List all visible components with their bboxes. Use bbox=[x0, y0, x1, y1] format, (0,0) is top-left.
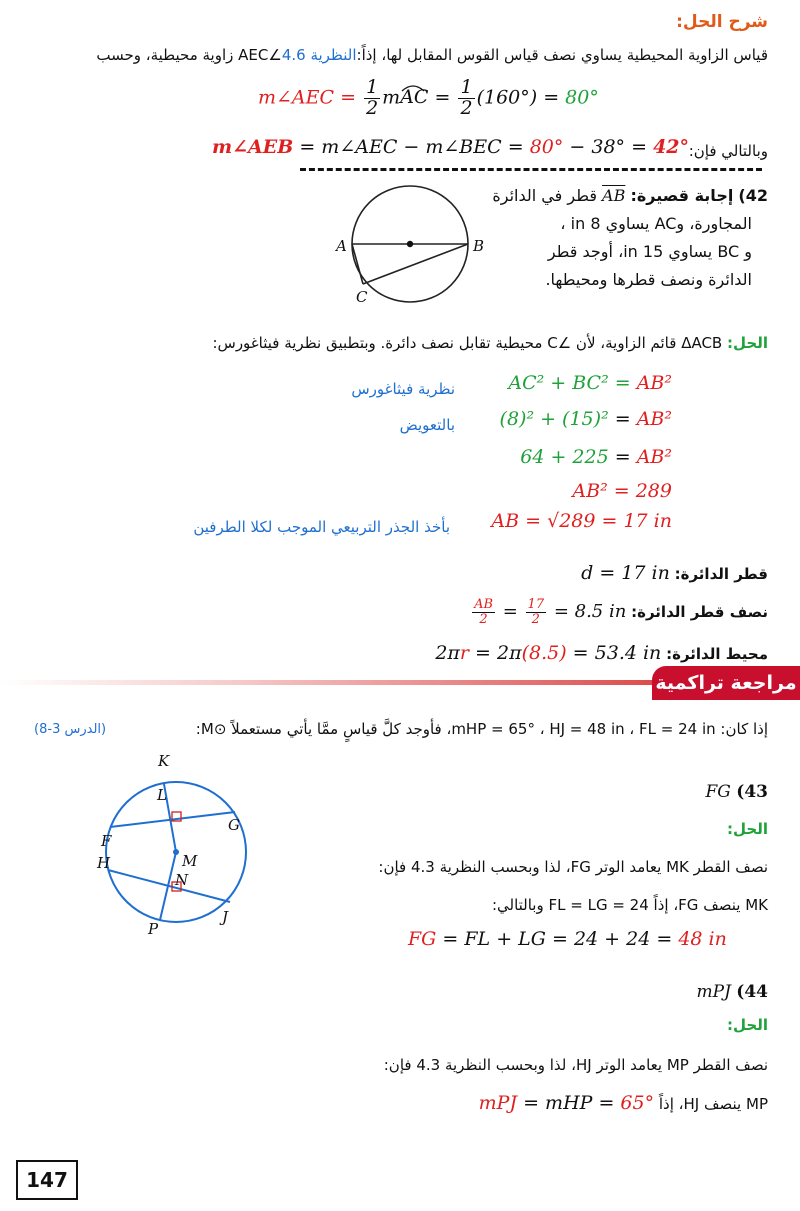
step4-eq: AB² = 289 bbox=[572, 480, 672, 502]
banner-title: مراجعة تراكمية bbox=[652, 666, 800, 700]
q44-line2: MP ينصف HJ، إذاً mPJ = mHP = 65° bbox=[478, 1092, 768, 1114]
q44-heading: mPJ (44 bbox=[696, 982, 768, 1002]
q44-line1: نصف القطر MP يعامد الوتر HJ، لذا وبحسب النظرية 4.3 فإن: bbox=[383, 1056, 768, 1074]
label-c: C bbox=[356, 288, 368, 306]
q42-line1: 42) إجابة قصيرة: AB قطر في الدائرة bbox=[492, 186, 768, 205]
eq1-lhs: m∠AEC = bbox=[258, 86, 363, 109]
step5-note: بأخذ الجذر التربيعي الموجب لكلا الطرفين bbox=[193, 518, 450, 536]
theorem-link[interactable]: النظرية 4.6 bbox=[281, 46, 357, 64]
label-p: P bbox=[148, 920, 159, 938]
equation-1: m∠AEC = $\frac{1}{2}$ mAC = $\frac{1}{2}$ (160°) = 80° bbox=[258, 76, 599, 119]
label-a: A bbox=[336, 237, 347, 255]
q42-number: 42) bbox=[738, 186, 768, 205]
label-n: N bbox=[175, 871, 189, 889]
q43-sol-label: الحل: bbox=[727, 820, 768, 838]
diameter-row: قطر الدائرة: d = 17 in bbox=[581, 562, 768, 584]
step2-note: بالتعويض bbox=[399, 416, 455, 434]
lesson-ref[interactable]: (الدرس 3-8) bbox=[34, 722, 107, 737]
therefore-label: وبالتالي فإن: bbox=[688, 142, 768, 160]
q42-title: إجابة قصيرة: bbox=[630, 186, 734, 205]
step2-eq: (8)² + (15)² = AB² bbox=[499, 408, 672, 430]
radius-row: نصف قطر الدائرة: $\frac{AB}{2}$ = $\frac{17}{2}$ = 8.5 in bbox=[474, 597, 768, 627]
q42-line2: المجاورة، وAC يساوي 8 in ، bbox=[560, 214, 752, 233]
theorem-text bbox=[96, 46, 768, 64]
q42-line3: و BC يساوي 15 in، أوجد قطر bbox=[547, 242, 752, 261]
sol42-label: الحل: bbox=[727, 334, 768, 352]
q43-equation: FG = FL + LG = 24 + 24 = 48 in bbox=[408, 928, 727, 950]
label-f: F bbox=[101, 832, 112, 850]
label-l: L bbox=[157, 786, 167, 804]
eq1-frac-a: $\frac{1}{2}$ bbox=[366, 76, 379, 119]
cumulative-review-banner bbox=[0, 662, 800, 698]
label-k: K bbox=[158, 752, 170, 770]
q43-line2: MK ينصف FG، إذاً FL = LG = 24 وبالتالي: bbox=[491, 896, 768, 914]
q44-sol-label: الحل: bbox=[727, 1016, 768, 1034]
step1-note: نظرية فيثاغورس bbox=[351, 380, 455, 398]
sol42-intro: الحل: ΔACB قائم الزاوية، لأن ∠C محيطية تقابل نصف دائرة. وبتطبيق نظرية فيثاغورس: bbox=[212, 334, 768, 352]
eq1-frac-b: $\frac{1}{2}$ bbox=[460, 76, 473, 119]
theorem-text-b: ∠AEC زاوية محيطية، وحسب bbox=[96, 46, 282, 64]
step3-eq: 64 + 225 = AB² bbox=[520, 446, 672, 468]
q43-line1: نصف القطر MK يعامد الوتر FG، لذا وبحسب النظرية 4.3 فإن: bbox=[378, 858, 768, 876]
page-number: 147 bbox=[16, 1160, 78, 1200]
step1-eq: AC² + BC² = AB² bbox=[508, 372, 672, 394]
arc-ac: AC bbox=[400, 86, 428, 108]
review-intro: إذا كان: mHP = 65° ، HJ = 48 in ، FL = 24 in، فأوجد كلَّ قياسٍ ممَّا يأتي مستعملاً ⊙M: bbox=[195, 720, 768, 738]
theorem-text-a: قياس الزاوية المحيطية يساوي نصف قياس القوس المقابل لها، إذاً: bbox=[356, 46, 768, 64]
circumference-row: محيط الدائرة: 2πr = 2π(8.5) = 53.4 in bbox=[435, 642, 768, 664]
label-j: J bbox=[222, 908, 229, 926]
equation-2: m∠AEB = m∠AEC − m∠BEC = 80° − 38° = 42° bbox=[212, 136, 690, 158]
label-b: B bbox=[473, 237, 485, 255]
q42-segment: AB bbox=[602, 186, 626, 205]
label-h: H bbox=[97, 854, 111, 872]
label-m: M bbox=[182, 852, 198, 870]
q43-heading: FG (43 bbox=[705, 782, 768, 802]
step5-eq: AB = √289 = 17 in bbox=[491, 510, 672, 532]
arc-mark-icon bbox=[400, 82, 426, 92]
solution-explanation-heading: شرح الحل: bbox=[676, 12, 768, 32]
q42-line4: الدائرة ونصف قطرها ومحيطها. bbox=[545, 270, 752, 289]
section-divider bbox=[300, 168, 762, 171]
label-g: G bbox=[228, 816, 240, 834]
